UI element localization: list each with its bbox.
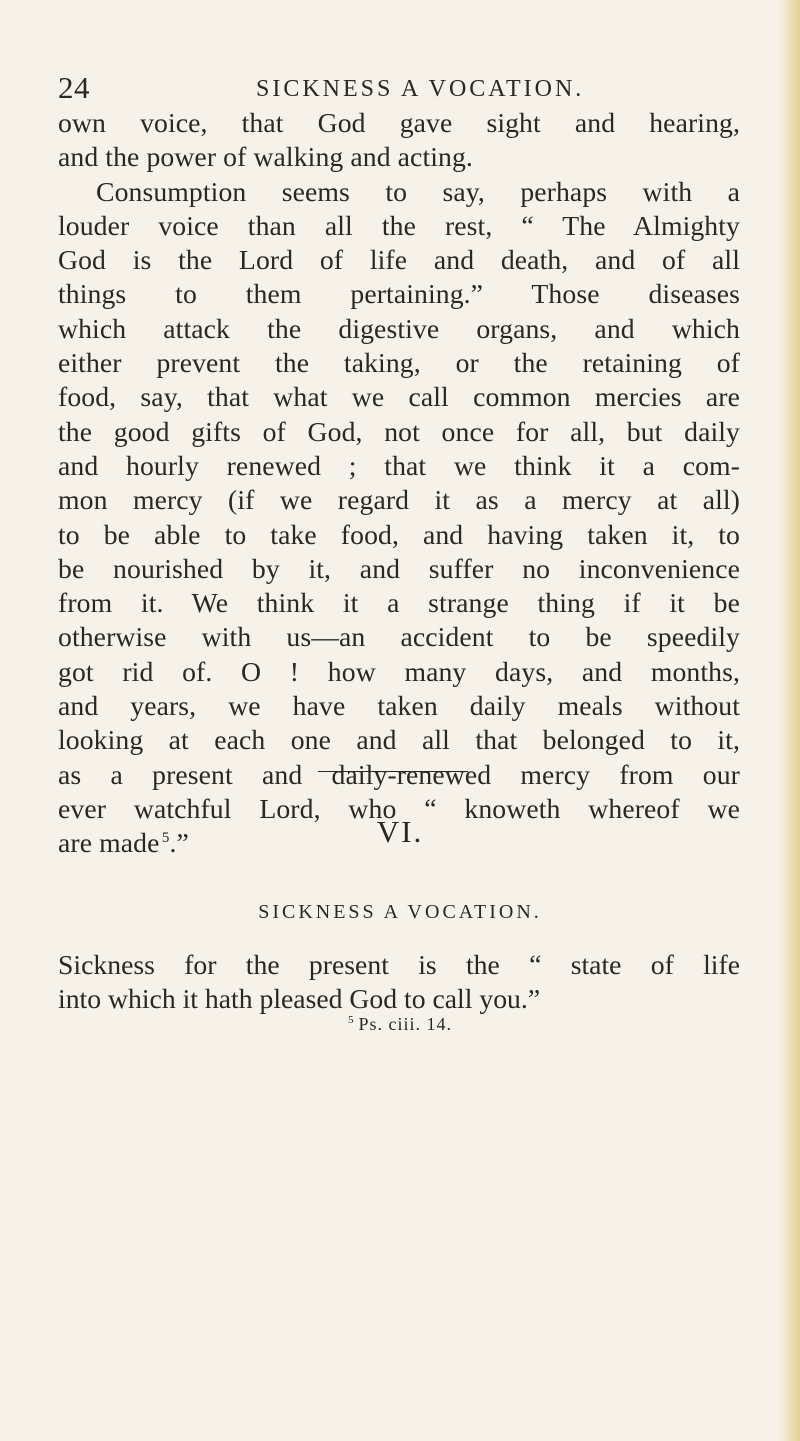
text-line: food, say, that what we call common mercies are xyxy=(58,381,740,413)
running-title: SICKNESS A VOCATION. xyxy=(256,76,585,102)
section-paragraph xyxy=(58,948,740,1017)
text-line: and hourly renewed ; that we think it a com- xyxy=(58,449,740,481)
text-line: got rid of. O ! how many days, and months, xyxy=(58,655,740,687)
text-line: ever watchful Lord, who “ knoweth whereof we xyxy=(58,792,740,824)
footnote-mark: 5 xyxy=(347,1014,355,1026)
text-line: God is the Lord of life and death, and of all xyxy=(58,244,740,276)
text-line: as a present and daily-renewed mercy from our xyxy=(58,758,740,790)
text-line: otherwise with us—an accident to be speedily xyxy=(58,621,740,653)
section-divider xyxy=(318,771,468,772)
footnote-text: Ps. ciii. 14. xyxy=(358,1014,452,1034)
page-edge-discoloration xyxy=(778,0,800,1441)
text-line: own voice, that God gave sight and hearing, xyxy=(58,107,740,138)
body-paragraphs xyxy=(58,106,740,861)
page-number: 24 xyxy=(58,70,90,105)
text-line: which attack the digestive organs, and which xyxy=(58,312,740,344)
last-line-closing: .” xyxy=(169,827,189,859)
section-number: VI. xyxy=(376,814,424,849)
text-line: be nourished by it, and suffer no inconvenience xyxy=(58,552,740,584)
text-line: from it. We think it a strange thing if it be xyxy=(58,587,740,619)
text-line: and years, we have taken daily meals without xyxy=(58,690,740,722)
last-line-text: are made xyxy=(58,827,160,859)
text-line: the good gifts of God, not once for all, but daily xyxy=(58,415,740,447)
text-line: things to them pertaining.” Those diseases xyxy=(58,278,740,310)
text-line: to be able to take food, and having taken it, to xyxy=(58,518,740,550)
text-line: and the power of walking and acting. xyxy=(58,141,473,173)
text-line: louder voice than all the rest, “ The Almighty xyxy=(58,209,740,241)
text-line: either prevent the taking, or the retaining of xyxy=(58,347,740,379)
text-line: Consumption seems to say, perhaps with a xyxy=(96,175,740,207)
text-line: mon mercy (if we regard it as a mercy at all) xyxy=(58,484,740,516)
section-title: SICKNESS A VOCATION. xyxy=(258,901,542,923)
text-line: Sickness for the present is the “ state of life xyxy=(58,949,740,980)
footnote xyxy=(0,1014,800,1035)
text-line: looking at each one and all that belonged to it, xyxy=(58,724,740,756)
page-header xyxy=(58,72,738,108)
text-line: into which it hath pleased God to call you.” xyxy=(58,983,541,1015)
footnote-reference: 5 xyxy=(161,830,170,846)
